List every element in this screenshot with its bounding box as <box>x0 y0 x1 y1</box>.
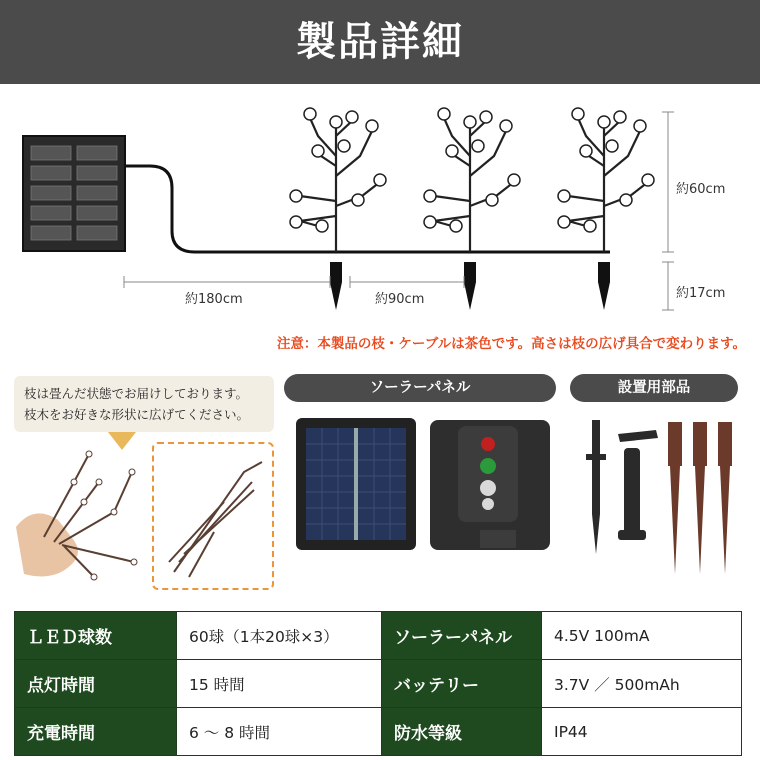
spec-row-led <box>15 612 742 660</box>
charge-indicator <box>482 498 494 510</box>
tree-spacing-label: 約90cm <box>375 292 425 307</box>
tree-diagram-svg <box>0 96 760 366</box>
spec-key-lighting-time: 点灯時間 <box>15 660 177 708</box>
light-tree-3 <box>568 118 648 252</box>
page-header <box>0 0 760 84</box>
solar-panel-images <box>292 414 554 556</box>
cable-length-label: 約180cm <box>185 292 243 307</box>
cable-line <box>125 166 610 252</box>
spec-value-lighting-time: 15 時間 <box>177 660 382 708</box>
brown-stakes <box>668 422 732 574</box>
caution-note: 注意：本製品の枝・ケーブルは茶色です。高さは枝の広げ具合で変わります。 <box>276 336 746 352</box>
bubble-line-2: 枝木をお好きな形状に広げてください。 <box>24 407 250 422</box>
light-tree-1 <box>300 118 380 252</box>
solar-panel-back <box>430 420 550 550</box>
spec-value-led-count: 60球（1本20球×3） <box>177 612 382 660</box>
install-parts-heading: 設置用部品 <box>570 374 738 402</box>
spec-value-solar-panel: 4.5V 100mA <box>542 612 742 660</box>
solar-panel-illustration <box>23 136 125 251</box>
light-tree-2 <box>434 118 514 252</box>
spec-key-led-count: ＬＥＤ球数 <box>15 612 177 660</box>
spec-table <box>14 611 742 756</box>
spec-key-solar-panel: ソーラーパネル <box>382 612 542 660</box>
spec-row-charging <box>15 708 742 756</box>
solar-panel-front <box>296 418 416 550</box>
branch-detail-frame <box>152 442 274 590</box>
on-button <box>481 437 495 451</box>
spec-value-waterproof: IP44 <box>542 708 742 756</box>
height-dimension-label: 約60cm <box>676 182 726 197</box>
mode-button <box>480 458 496 474</box>
spec-value-charge-time: 6 ～ 8 時間 <box>177 708 382 756</box>
black-spike <box>586 420 606 554</box>
spec-key-battery: バッテリー <box>382 660 542 708</box>
stake-dimension-label: 約17cm <box>676 286 726 301</box>
bubble-line-1: 枝は畳んだ状態でお届けしております。 <box>24 386 249 401</box>
spec-row-lighting <box>15 660 742 708</box>
off-button <box>480 480 496 496</box>
instruction-bubble <box>14 376 274 432</box>
spec-value-battery: 3.7V ／ 500mAh <box>542 660 742 708</box>
solar-panel-heading: ソーラーパネル <box>284 374 556 402</box>
install-parts-images <box>578 414 742 580</box>
pole-holder <box>618 430 658 540</box>
spec-key-charge-time: 充電時間 <box>15 708 177 756</box>
ground-stakes <box>330 262 610 310</box>
product-diagram <box>0 96 760 366</box>
page-title: 製品詳細 <box>296 19 464 65</box>
spec-key-waterproof: 防水等級 <box>382 708 542 756</box>
